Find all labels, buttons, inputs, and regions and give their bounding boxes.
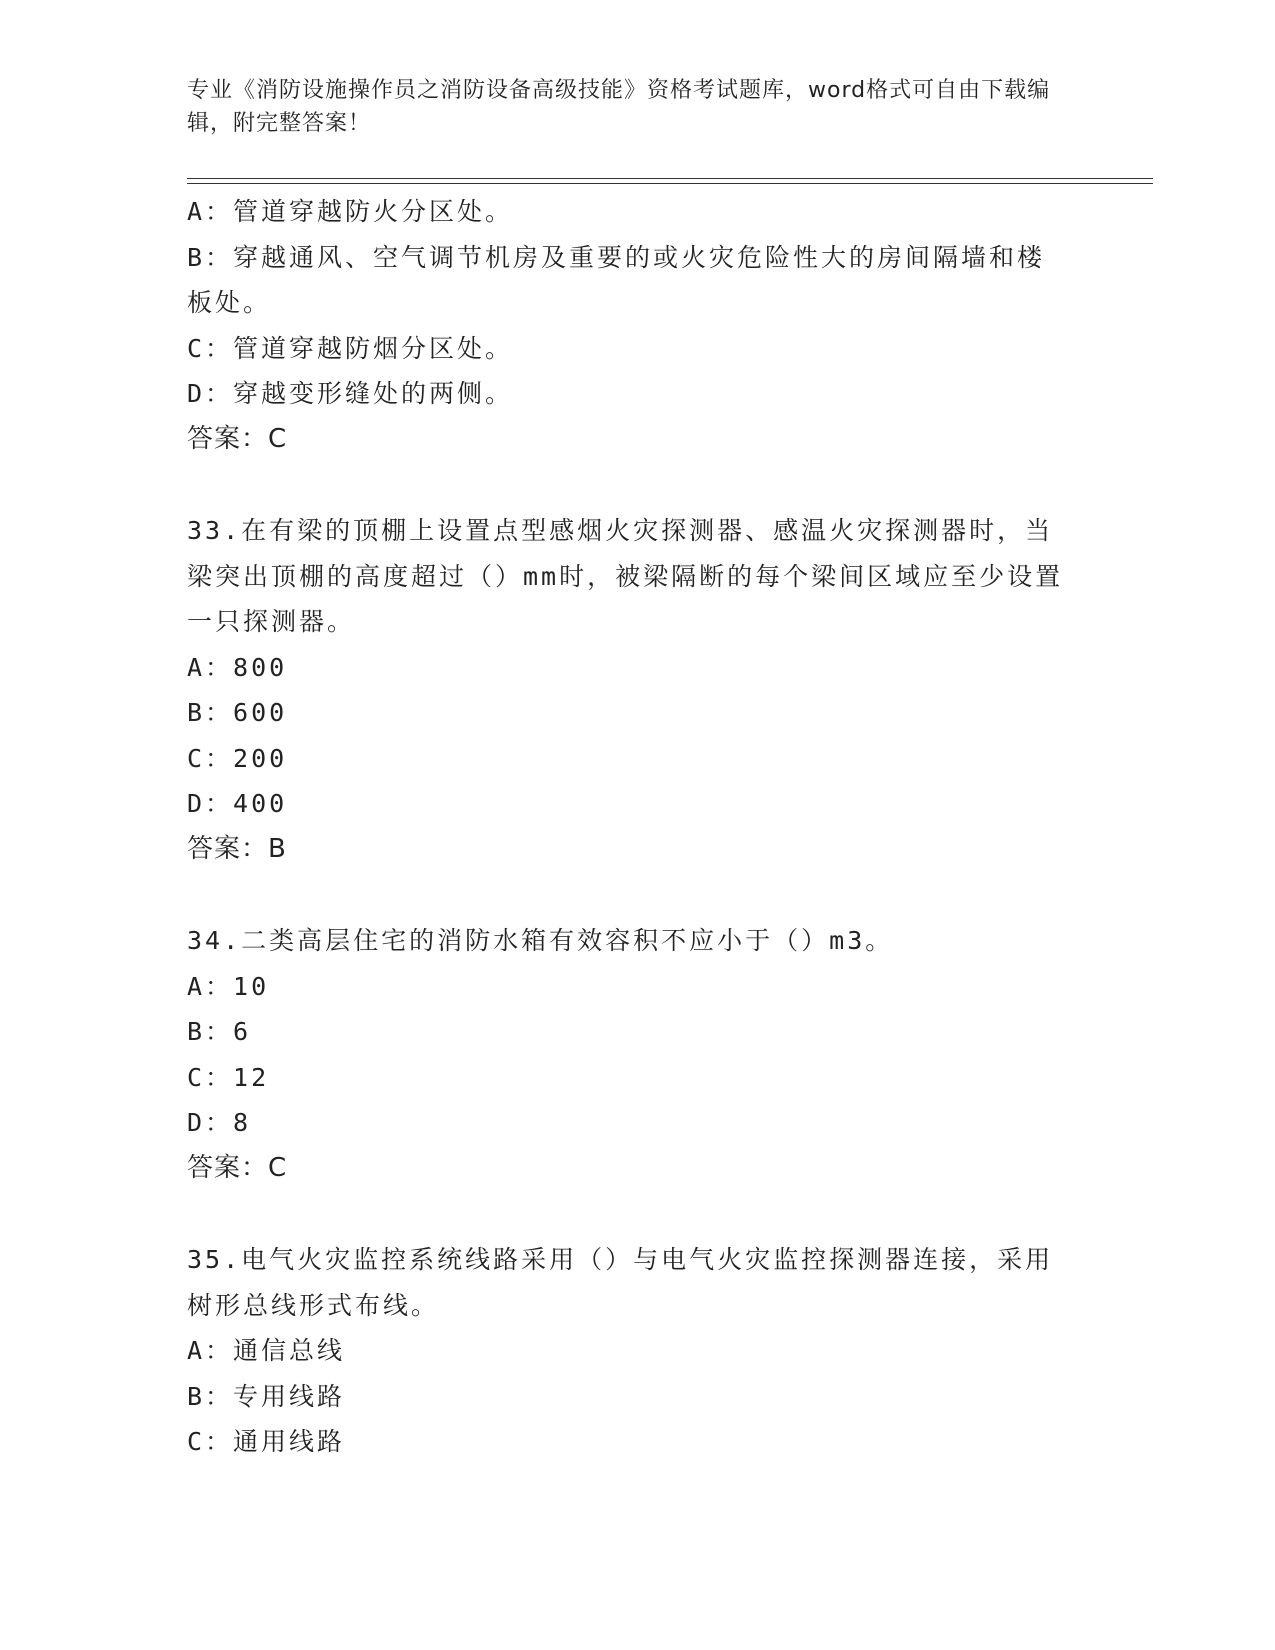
option-d: D：穿越变形缝处的两侧。 — [187, 379, 514, 408]
answer-label: 答案：C — [187, 1152, 288, 1183]
option-c: C：200 — [187, 743, 288, 773]
question-block-32 — [187, 189, 1067, 462]
question-stem: 33.在有梁的顶棚上设置点型感烟火灾探测器、感温火灾探测器时，当梁突出顶棚的高度超过（）mm时，被梁隔断的每个梁间区域应至少设置一只探测器。 — [187, 516, 1064, 636]
document-header: 专业《消防设施操作员之消防设备高级技能》资格考试题库，word格式可自由下载编辑，附完整答案！ — [187, 78, 1051, 136]
header-divider-top — [187, 178, 1153, 179]
option-d: D：400 — [187, 789, 288, 818]
option-c: C：管道穿越防烟分区处。 — [187, 333, 514, 363]
option-a: A：管道穿越防火分区处。 — [187, 197, 514, 226]
option-c: C：12 — [187, 1062, 270, 1092]
question-block-33 — [187, 508, 1067, 872]
option-d: D：8 — [187, 1108, 252, 1137]
question-stem: 34.二类高层住宅的消防水箱有效容积不应小于（）m3。 — [187, 926, 894, 955]
question-stem: 35.电气火灾监控系统线路采用（）与电气火灾监控探测器连接，采用树形总线形式布线。 — [187, 1245, 1054, 1320]
question-block-35 — [187, 1237, 1067, 1465]
option-b: B：6 — [187, 1017, 252, 1046]
header-divider-bottom — [187, 183, 1153, 184]
answer-label: 答案：C — [187, 423, 288, 454]
option-a: A：800 — [187, 652, 288, 682]
option-b: B：600 — [187, 698, 288, 727]
option-b: B：穿越通风、空气调节机房及重要的或火灾危险性大的房间隔墙和楼板处。 — [187, 242, 1046, 317]
option-c: C：通用线路 — [187, 1427, 346, 1456]
answer-label: 答案：B — [187, 833, 287, 864]
question-block-34 — [187, 918, 1067, 1191]
option-a: A：10 — [187, 971, 270, 1001]
question-content — [187, 189, 1067, 1465]
option-b: B：专用线路 — [187, 1381, 346, 1411]
option-a: A：通信总线 — [187, 1336, 346, 1365]
